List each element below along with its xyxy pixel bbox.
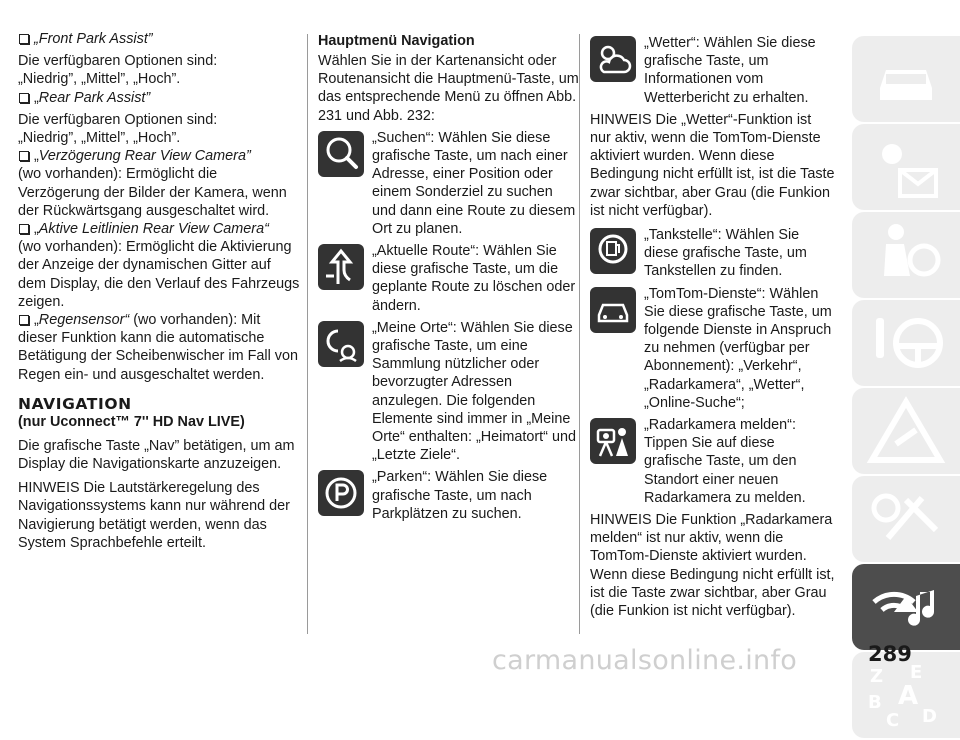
checkbox-bullet-icon: [19, 151, 29, 161]
tab-starting-driving[interactable]: [852, 300, 960, 386]
fuel-station-desc: „Tankstelle“: Wählen Sie diese grafische Taste, um Tankstellen zu finden.: [644, 227, 807, 280]
parking-icon: [318, 470, 364, 516]
my-places-desc: „Meine Orte“: Wählen Sie diese grafische Taste, um eine Sammlung nützlicher oder bevorzugter Adressen anzulegen. Die folgenden Elemente sind immer in „Meine Orte“ enthalten: „Heimatort“ und „Letzte Ziele“.: [372, 319, 576, 464]
bullet-active-guidelines: „ Aktive Leitlinien Rear View Camera“: [18, 220, 300, 238]
my-places-item: [318, 319, 580, 465]
svg-text:Z: Z: [870, 666, 884, 687]
parking-desc: „Parken“: Wählen Sie diese grafische Taste, um nach Parkplätzen zu suchen.: [372, 469, 548, 522]
hazard-triangle-icon: [862, 396, 950, 466]
svg-text:D: D: [922, 706, 937, 727]
tab-emergency[interactable]: [852, 388, 960, 474]
seatbelt-airbag-icon: [862, 220, 950, 290]
tomtom-services-desc: „TomTom-Dienste“: Wählen Sie diese grafische Taste, um folgende Dienste in Anspruch zu nehmen (verfügbar per Abonnement): „Verkehr“, „Radarkamera“, „Wetter“, „Online-Suche“;: [644, 285, 832, 411]
current-route-desc: „Aktuelle Route“: Wählen Sie diese grafische Taste, um die geplante Route zu löschen oder ändern.: [372, 243, 576, 314]
svg-text:C: C: [886, 710, 900, 730]
weather-note: HINWEIS Die „Wetter“-Funktion ist nur aktiv, wenn die TomTom-Dienste aktiviert wurden. Wenn diese Bedingung nicht erfüllt ist, ist die Taste zwar sichtbar, aber Grau (die Funkion ist nicht verfügbar).: [590, 111, 835, 219]
warning-lights-icon: [862, 132, 950, 202]
nav-volume-note: HINWEIS Die Lautstärkeregelung des Navigationssystems kann nur während der Navigierung betätigt werden, wenn das System Sprachbefehle erteilt.: [18, 480, 290, 551]
main-menu-heading: Hauptmenü Navigation: [318, 33, 475, 49]
column-right: [590, 0, 835, 624]
multimedia-icon: [862, 572, 950, 642]
svg-text:E: E: [910, 662, 923, 683]
rear-park-assist-title: Rear Park Assist”: [38, 89, 151, 106]
report-radar-item: [590, 416, 835, 507]
index-letters-icon: [862, 660, 950, 730]
watermark: carmanualsonline.info: [492, 645, 798, 676]
camera-delay-desc: (wo vorhanden): Ermöglicht die Verzögerung der Bilder der Kamera, wenn der Rückwärtsgang ausgeschaltet wird.: [18, 166, 287, 219]
radar-note: HINWEIS Die Funktion „Radarkamera melden“ ist nur aktiv, wenn die TomTom-Dienste aktiviert wurden. Wenn diese Bedingung nicht erfüllt ist, ist die Taste zwar sichtbar, aber Grau (die Funkion ist nicht verfügbar).: [590, 512, 835, 620]
front-park-assist-title: „Front Park Assist”: [34, 31, 153, 47]
checkbox-bullet-icon: [19, 224, 29, 234]
rain-sensor-desc: dieser Funktion kann die automatische Betätigung der Scheibenwischer im Fall von Regen ein- und ausgeschaltet werden.: [18, 330, 298, 383]
svg-text:A: A: [898, 681, 919, 711]
tab-vehicle[interactable]: [852, 36, 960, 122]
weather-icon: [590, 36, 636, 82]
route-icon: [318, 244, 364, 290]
column-divider: [579, 34, 580, 634]
tab-dashboard[interactable]: [852, 124, 960, 210]
checkbox-bullet-icon: [19, 315, 29, 325]
parking-item: [318, 468, 580, 523]
search-item: [318, 129, 580, 238]
section-subheading: (nur Uconnect™ 7'' HD Nav LIVE): [18, 413, 245, 430]
tomtom-services-item: [590, 285, 835, 412]
main-menu-intro: Wählen Sie in der Kartenansicht oder Routenansicht die Hauptmenü-Taste, um das entsprechende Menü zu öffnen Abb. 231 und Abb. 232:: [318, 53, 579, 124]
tab-safety[interactable]: [852, 212, 960, 298]
checkbox-bullet-icon: [19, 34, 29, 44]
bullet-rear-park-assist: „ Rear Park Assist”: [18, 89, 300, 107]
tab-multimedia[interactable]: [852, 564, 960, 650]
front-park-options: Die verfügbaren Optionen sind:: [18, 53, 218, 70]
chapter-tabs: [852, 36, 960, 740]
car-services-icon: [590, 287, 636, 333]
tab-maintenance[interactable]: [852, 476, 960, 562]
fuel-station-icon: [590, 228, 636, 274]
search-desc: „Suchen“: Wählen Sie diese grafische Taste, um nach einer Adresse, einer Position oder einem Sonderziel zu suchen und dann eine Route zu diesem Ort zu planen.: [372, 129, 576, 237]
front-park-values: „Niedrig”, „Mittel”, „Hoch”.: [18, 71, 181, 88]
active-guidelines-title: Aktive Leitlinien Rear View Camera“: [38, 221, 269, 238]
column-left: [18, 0, 300, 556]
car-front-icon: [862, 44, 950, 114]
checkbox-bullet-icon: [19, 93, 29, 103]
bullet-camera-delay: „ Verzögerung Rear View Camera”: [18, 147, 300, 165]
rain-sensor-title: Regensensor“: [38, 312, 130, 329]
column-middle: [318, 0, 580, 527]
bullet-rain-sensor: „Regensensor“ (wo vorhanden): Mit: [18, 311, 300, 329]
fuel-station-item: [590, 226, 835, 281]
camera-delay-title: Verzögerung Rear View Camera”: [38, 148, 251, 165]
bullet-front-park-assist: [18, 30, 300, 48]
weather-item: [590, 34, 835, 107]
active-guidelines-desc: (wo vorhanden): Ermöglicht die Aktivierung der Anzeige der dynamischen Gitter auf dem Display, die den Verlauf des Fahrzeugs zeigen.: [18, 239, 300, 310]
page-number: 289: [868, 642, 912, 666]
steering-wheel-icon: [862, 308, 950, 378]
nav-intro: Die grafische Taste „Nav” betätigen, um am Display die Navigationskarte anzuzeigen.: [18, 437, 295, 473]
search-icon: [318, 131, 364, 177]
speed-camera-icon: [590, 418, 636, 464]
rear-park-options: Die verfügbaren Optionen sind:: [18, 111, 218, 128]
report-radar-desc: „Radarkamera melden“: Tippen Sie auf diese grafische Taste, um den Standort einer neuen Radarkamera zu melden.: [644, 417, 806, 506]
section-heading-navigation: NAVIGATION: [18, 394, 132, 413]
weather-desc: „Wetter“: Wählen Sie diese grafische Taste, um Informationen vom Wetterbericht zu erhalten.: [644, 35, 816, 106]
rear-park-values: „Niedrig”, „Mittel”, „Hoch”.: [18, 130, 181, 147]
wrench-icon: [862, 484, 950, 554]
column-divider: [307, 34, 308, 634]
current-route-item: [318, 242, 580, 315]
svg-text:B: B: [868, 692, 882, 713]
my-places-icon: [318, 321, 364, 367]
